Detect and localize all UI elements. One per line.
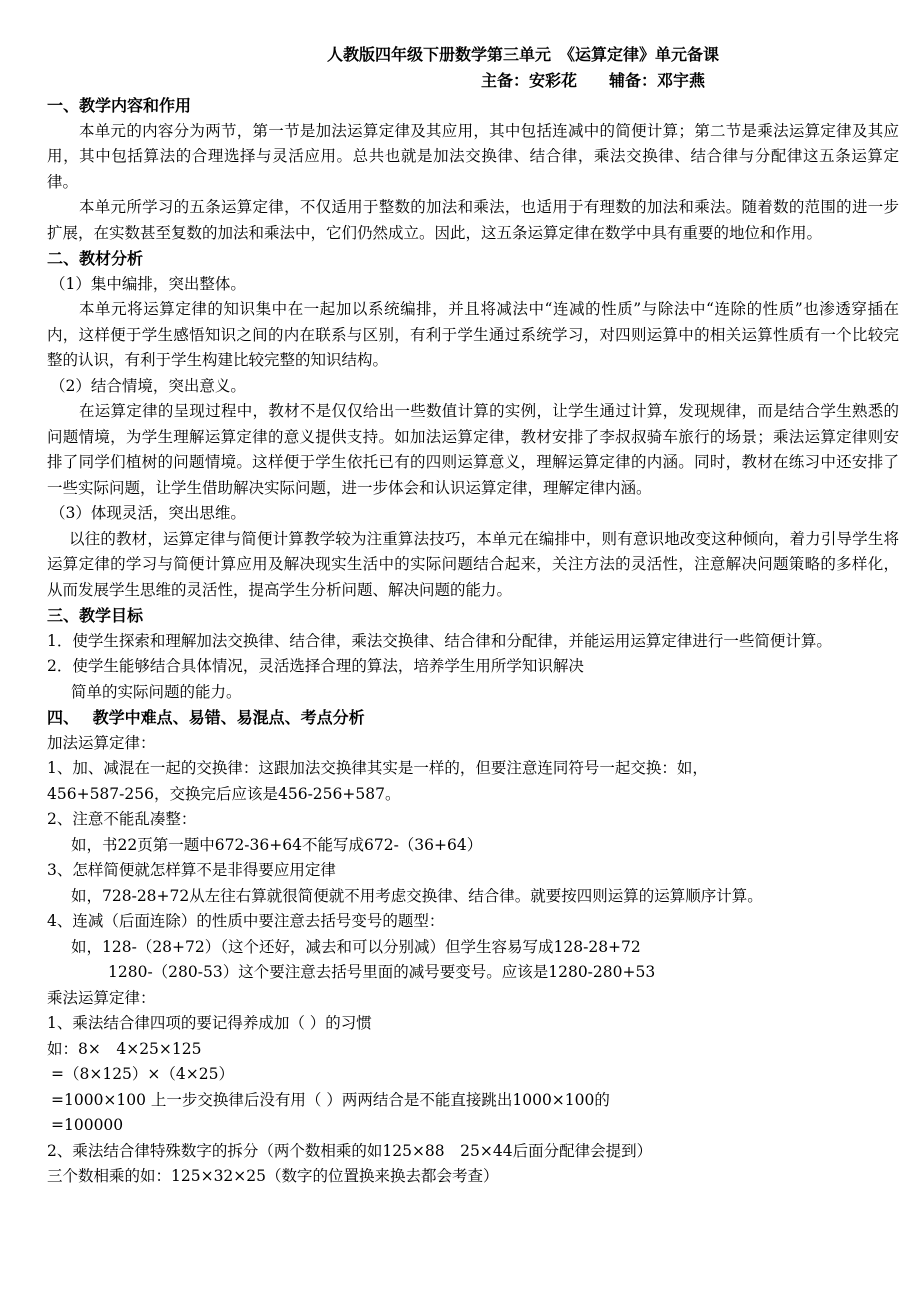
document-page [47, 42, 899, 1190]
text-line: 456+587-256，交换完后应该是456-256+587。 [47, 784, 401, 803]
document-authors: 主备：安彩花 辅备：邓宇燕 [480, 70, 705, 90]
example-line: 如，728-28+72从左往右算就很简便就不用考虑交换律、结合律。就要按四则运算的运算顺序计算。 [71, 886, 763, 905]
multiplication-rules-title: 乘法运算定律： [47, 988, 156, 1007]
goal-item: 1．使学生探索和理解加法交换律、结合律，乘法交换律、结合律和分配律，并能运用运算定律进行一些简便计算。 [47, 631, 832, 650]
section-heading: 三、教学目标 [47, 606, 144, 625]
addition-rules-title: 加法运算定律： [47, 733, 156, 752]
paragraph: 本单元将运算定律的知识集中在一起加以系统编排，并且将减法中“连减的性质”与除法中“连除的性质”也渗透穿插在内，这样便于学生感悟知识之间的内在联系与区别，有利于学生通过系统学习，对四则运算中的相关运算性质有一个比较完整的认识，有利于学生构建比较完整的知识结构。 [47, 300, 899, 369]
text-line: 1、乘法结合律四项的要记得养成加（ ）的习惯 [47, 1014, 372, 1032]
section-heading: 一、教学内容和作用 [47, 96, 192, 115]
paragraph: 以往的教材，运算定律与简便计算教学较为注重算法技巧，本单元在编排中，则有意识地改变这种倾向，着力引导学生将运算定律的学习与简便计算应用及解决现实生活中的实际问题结合起来，关注方法的灵活性，注意解决问题策略的多样化，从而发展学生思维的灵活性，提高学生分析问题、解决问题的能力。 [47, 529, 899, 599]
math-line: =1000×100 上一步交换律后没有用（ ）两两结合是不能直接跳出1000×100的 [51, 1090, 610, 1109]
section-heading: 二、教材分析 [47, 249, 144, 268]
paragraph: 本单元所学习的五条运算定律，不仅适用于整数的加法和乘法，也适用于有理数的加法和乘法。随着数的范围的进一步扩展，在实数甚至复数的加法和乘法中，它们仍然成立。因此，这五条运算定律在数学中具有重要的地位和作用。 [47, 198, 899, 242]
document-title: 人教版四年级下册数学第三单元 《运算定律》单元备课 [326, 45, 719, 64]
text-line: 三个数相乘的如：125×32×25（数字的位置换来换去都会考查） [47, 1167, 499, 1185]
section-heading: 四、 教学中难点、易错、易混点、考点分析 [47, 708, 365, 727]
example-line: 1280-（280-53）这个要注意去括号里面的减号要变号。应该是1280-280+53 [108, 963, 656, 981]
example-line: 如，128-（28+72）（这个还好，减去和可以分别减）但学生容易写成128-28+72 [71, 937, 641, 956]
subheading: （2）结合情境，突出意义。 [50, 376, 246, 395]
math-line: =（8×125）×（4×25） [51, 1065, 234, 1083]
example-line: 如，书22页第一题中672-36+64不能写成672-（36+64） [71, 835, 483, 854]
math-line: =100000 [51, 1116, 124, 1134]
text-line: 2、注意不能乱凑整： [47, 810, 197, 828]
paragraph: 本单元的内容分为两节，第一节是加法运算定律及其应用，其中包括连减中的简便计算；第二节是乘法运算定律及其应用，其中包括算法的合理选择与灵活应用。总共也就是加法交换律、结合律，乘法交换律、结合律与分配律这五条运算定律。 [47, 121, 899, 191]
text-line: 2、乘法结合律特殊数字的拆分（两个数相乘的如125×88 25×44后面分配律会提到） [47, 1141, 653, 1160]
math-line: 如：8× 4×25×125 [47, 1039, 202, 1058]
text-line: 1、加、减混在一起的交换律：这跟加法交换律其实是一样的，但要注意连同符号一起交换：如， [47, 759, 708, 777]
subheading: （1）集中编排，突出整体。 [50, 274, 246, 293]
paragraph: 在运算定律的呈现过程中，教材不是仅仅给出一些数值计算的实例，让学生通过计算，发现规律，而是结合学生熟悉的问题情境，为学生理解运算定律的意义提供支持。如加法运算定律，教材安排了李叔叔骑车旅行的场景；乘法运算定律则安排了同学们植树的问题情境。这样便于学生依托已有的四则运算意义，理解运算定律的内涵。同时，教材在练习中还安排了一些实际问题，让学生借助解决实际问题，进一步体会和认识运算定律，理解定律内涵。 [47, 402, 899, 497]
goal-item-continued: 简单的实际问题的能力。 [71, 682, 242, 701]
goal-item: 2．使学生能够结合具体情况，灵活选择合理的算法，培养学生用所学知识解决 [47, 657, 584, 675]
text-line: 4、连减（后面连除）的性质中要注意去括号变号的题型： [47, 912, 445, 930]
subheading: （3）体现灵活，突出思维。 [50, 504, 246, 522]
text-line: 3、怎样简便就怎样算不是非得要应用定律 [47, 861, 336, 879]
